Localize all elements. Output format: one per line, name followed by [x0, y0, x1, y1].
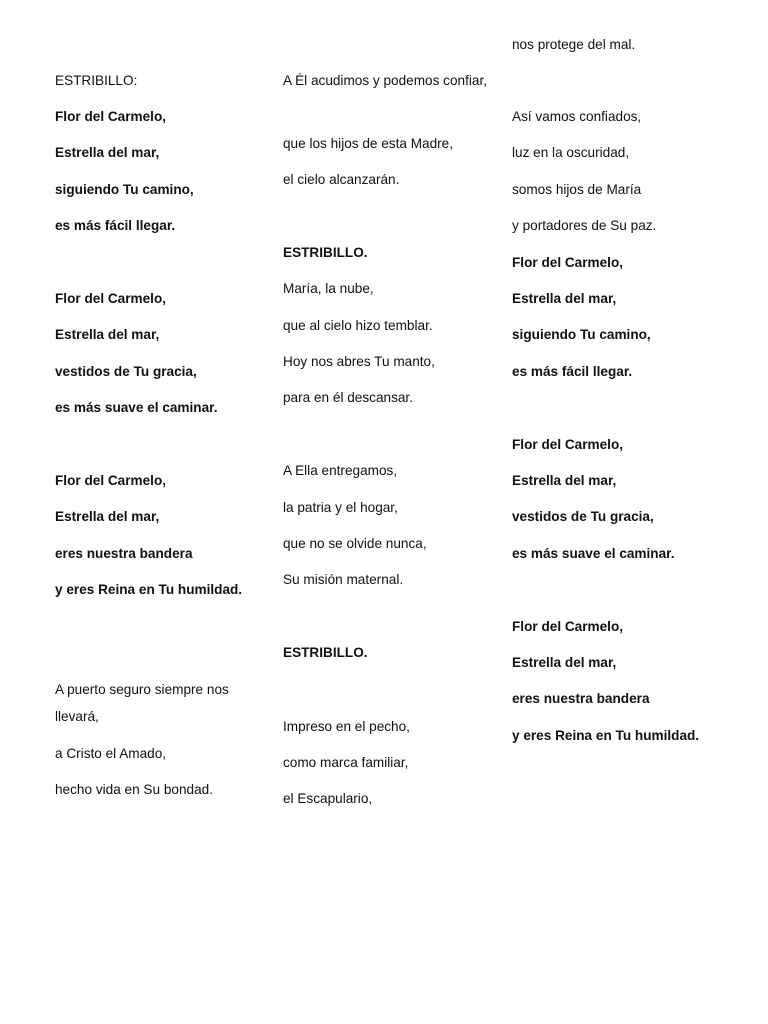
lyric-line: nos protege del mal.: [512, 37, 636, 52]
lyric-line: es más fácil llegar.: [55, 218, 176, 233]
lyric-line: Flor del Carmelo,: [512, 619, 624, 634]
lyric-line: Estrella del mar,: [55, 509, 160, 524]
lyric-line: y eres Reina en Tu humildad.: [55, 582, 243, 597]
lyric-line: siguiendo Tu camino,: [55, 182, 194, 197]
lyric-line: ESTRIBILLO.: [283, 645, 368, 660]
lyric-line: somos hijos de María: [512, 182, 642, 197]
lyric-line: para en él descansar.: [283, 390, 413, 405]
lyric-line: Así vamos confiados,: [512, 109, 642, 124]
lyric-line: Estrella del mar,: [55, 145, 160, 160]
lyric-line: Flor del Carmelo,: [512, 255, 624, 270]
lyric-line: vestidos de Tu gracia,: [55, 364, 197, 379]
lyric-line: Flor del Carmelo,: [55, 109, 167, 124]
lyric-line: Flor del Carmelo,: [55, 473, 167, 488]
lyric-line: A puerto seguro siempre nos llevará,: [55, 682, 229, 724]
lyric-line: Estrella del mar,: [512, 291, 617, 306]
lyric-line: eres nuestra bandera: [55, 546, 193, 561]
lyric-line: que no se olvide nunca,: [283, 536, 427, 551]
lyric-line: Flor del Carmelo,: [512, 437, 624, 452]
lyric-line: Impreso en el pecho,: [283, 719, 410, 734]
lyric-line: Estrella del mar,: [512, 473, 617, 488]
lyric-line: a Cristo el Amado,: [55, 746, 167, 761]
lyric-line: A Él acudimos y podemos confiar,: [283, 73, 488, 88]
lyric-line: eres nuestra bandera: [512, 691, 650, 706]
lyric-line: Hoy nos abres Tu manto,: [283, 354, 435, 369]
lyric-line: ESTRIBILLO.: [283, 245, 368, 260]
lyric-line: la patria y el hogar,: [283, 500, 398, 515]
lyric-line: ESTRIBILLO:: [55, 73, 138, 88]
lyric-line: como marca familiar,: [283, 755, 409, 770]
lyric-line: hecho vida en Su bondad.: [55, 782, 213, 797]
lyric-line: Flor del Carmelo,: [55, 291, 167, 306]
lyric-line: es más fácil llegar.: [512, 364, 633, 379]
lyric-line: que los hijos de esta Madre,: [283, 136, 454, 151]
lyric-line: y portadores de Su paz.: [512, 218, 657, 233]
lyric-line: es más suave el caminar.: [512, 546, 675, 561]
lyric-line: y eres Reina en Tu humildad.: [512, 728, 700, 743]
lyric-line: luz en la oscuridad,: [512, 145, 630, 160]
lyric-line: que al cielo hizo temblar.: [283, 318, 433, 333]
lyric-line: es más suave el caminar.: [55, 400, 218, 415]
lyric-line: María, la nube,: [283, 281, 374, 296]
lyric-line: el Escapulario,: [283, 791, 373, 806]
lyric-line: siguiendo Tu camino,: [512, 327, 651, 342]
lyric-line: Su misión maternal.: [283, 572, 404, 587]
lyric-line: el cielo alcanzarán.: [283, 172, 400, 187]
lyric-line: vestidos de Tu gracia,: [512, 509, 654, 524]
lyric-line: Estrella del mar,: [512, 655, 617, 670]
lyric-line: A Ella entregamos,: [283, 463, 398, 478]
lyric-line: Estrella del mar,: [55, 327, 160, 342]
